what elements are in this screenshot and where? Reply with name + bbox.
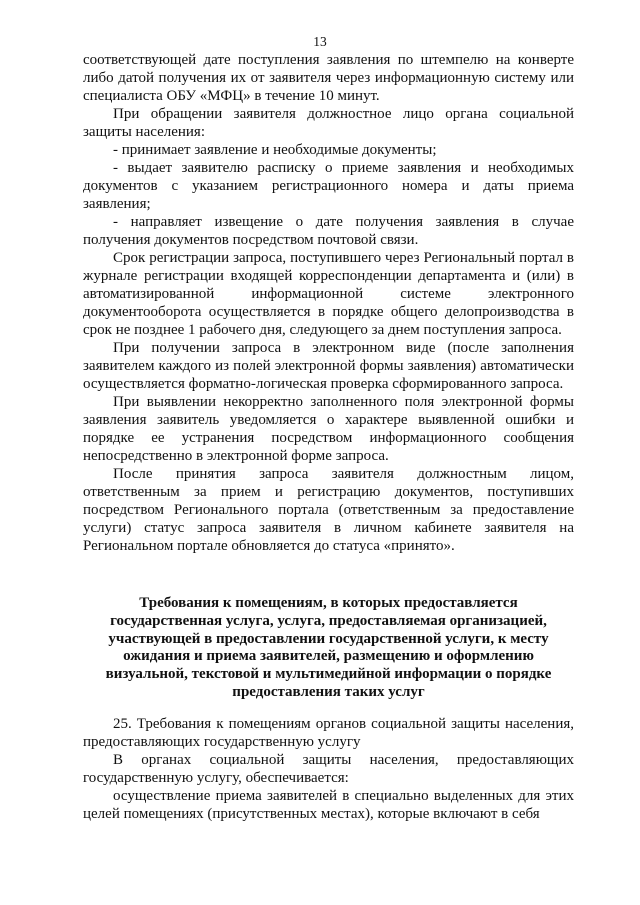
paragraph-item-25: 25. Требования к помещениям органов социальной защиты населения, предоставляющих государственную услугу — [83, 716, 574, 751]
paragraph-applicant-visit: При обращении заявителя должностное лицо органа социальной защиты населения: — [83, 106, 574, 140]
paragraph-error-notification: При выявлении некорректно заполненного поля электронной формы заявления заявитель уведомляется о характере выявленной ошибки и порядке ее устранения посредством информационного сообщения непосредственно в электронной форме запроса. — [83, 394, 574, 464]
paragraph-provided: В органах социальной защиты населения, предоставляющих государственную услугу, обеспечивается: — [83, 752, 574, 787]
paragraph-status-update: После принятия запроса заявителя должностным лицом, ответственным за прием и регистрацию документов, поступивших посредством Регионального портала (ответственным за предоставление услуги) статус запроса заявителя в личном кабинете заявителя на Региональном портале обновляется до статуса «принято». — [83, 466, 574, 554]
section-heading: Требования к помещениям, в которых предоставляется государственная услуга, услуга, предоставляемая организацией, участвующей в предоставлении государственной услуги, к месту ожидания и приема заявителей, размещению и оформлению визуальной, текстовой и мультимедийной информации о порядке предоставления таких услуг — [105, 595, 552, 700]
paragraph-registration-deadline: Срок регистрации запроса, поступившего через Региональный портал в журнале регистрации входящей корреспонденции департамента и (или) в автоматизированной информационной системе электронного документооборота осуществляется в порядке общего делопроизводства в срок не позднее 1 рабочего дня, следующего за днем поступления запроса. — [83, 250, 574, 338]
list-item-issues-receipt: - выдает заявителю расписку о приеме заявления и необходимых документов с указанием регистрационного номера и даты приема заявления; — [83, 160, 574, 212]
list-item-accepts-application: - принимает заявление и необходимые документы; — [113, 142, 437, 158]
paragraph-electronic-check: При получении запроса в электронном виде (после заполнения заявителем каждого из полей электронной формы заявления) автоматически осуществляется форматно-логическая проверка сформированного запроса. — [83, 340, 574, 392]
paragraph-continuation: соответствующей дате поступления заявления по штемпелю на конверте либо датой получения их от заявителя через информационную систему или специалиста ОБУ «МФЦ» в течение 10 минут. — [83, 52, 574, 104]
body-text — [83, 51, 574, 555]
section-body — [83, 715, 574, 824]
page-number: 13 — [313, 34, 327, 49]
paragraph-reception-premises: осуществление приема заявителей в специально выделенных для этих целей помещениях (присутственных местах), которые включают в себя — [83, 788, 574, 823]
list-item-sends-notice: - направляет извещение о дате получения заявления в случае получения документов посредством почтовой связи. — [83, 214, 574, 248]
